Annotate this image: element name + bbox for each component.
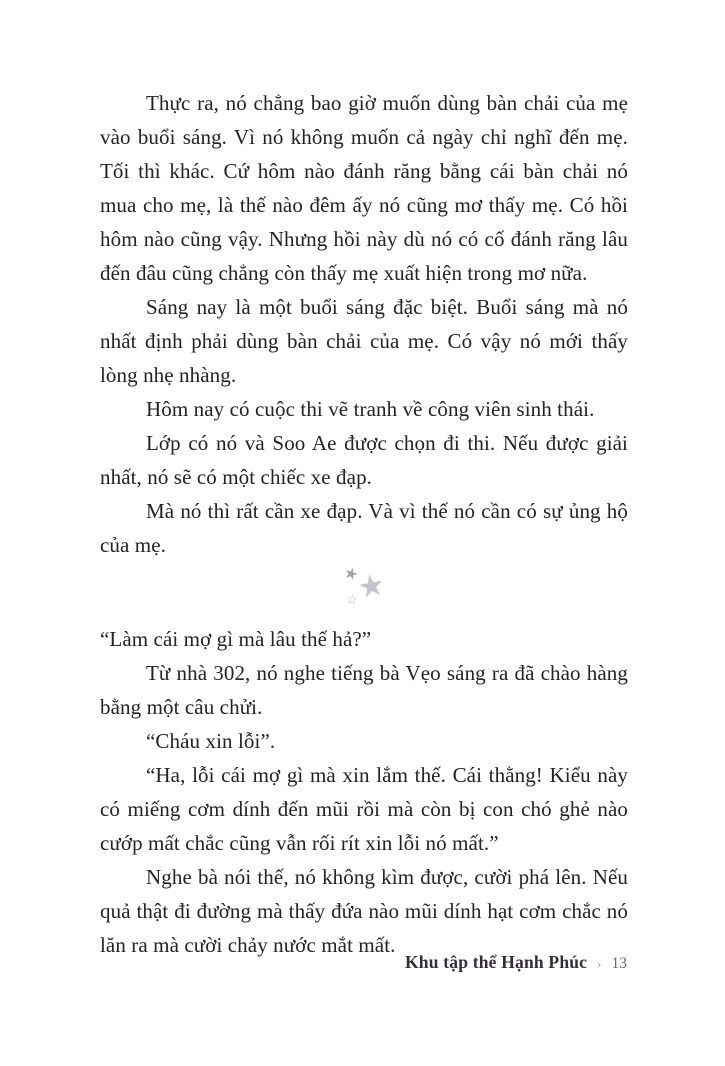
paragraph: “Cháu xin lỗi”. [146,729,276,753]
paragraph: Sáng nay là một buổi sáng đặc biệt. Buổi sáng mà nó nhất định phải dùng bàn chải của mẹ. Có vậy nó mới thấy lòng nhẹ nhàng. [100,295,628,387]
running-title: Khu tập thể Hạnh Phúc [404,952,588,972]
section-divider [100,564,628,622]
body-text [100,86,628,962]
paragraph: Thực ra, nó chẳng bao giờ muốn dùng bàn chải của mẹ vào buổi sáng. Vì nó không muốn cả ngày chỉ nghĩ đến mẹ. Tối thì khác. Cứ hôm nào đánh răng bằng cái bàn chải nó mua cho mẹ, là thế nào đêm ấy nó cũng mơ thấy mẹ. Có hồi hôm nào cũng vậy. Nhưng hồi này dù nó có cố đánh răng lâu đến đâu cũng chẳng còn thấy mẹ xuất hiện trong mơ nữa. [100,91,628,285]
paragraph: Từ nhà 302, nó nghe tiếng bà Vẹo sáng ra đã chào hàng bằng một câu chửi. [100,661,628,719]
paragraph: Nghe bà nói thế, nó không kìm được, cười phá lên. Nếu quả thật đi đường mà thấy đứa nào mũi dính hạt cơm chắc nó lăn ra mà cười chảy nước mắt mất. [100,865,628,957]
page-number: 13 [611,955,627,972]
star-icon: ★ [341,562,362,585]
star-icon: ★ [355,566,388,607]
page-footer [405,952,627,973]
footer-separator-icon: › [597,956,602,971]
paragraph: “Làm cái mợ gì mà lâu thế hả?” [100,627,372,651]
paragraph: Lớp có nó và Soo Ae được chọn đi thi. Nếu được giải nhất, nó sẽ có một chiếc xe đạp. [100,431,628,489]
star-icon: ☆ [345,592,359,609]
paragraph: Hôm nay có cuộc thi vẽ tranh về công viên sinh thái. [146,397,595,421]
paragraph: “Ha, lỗi cái mợ gì mà xin lắm thế. Cái thằng! Kiểu này có miếng cơm dính đến mũi rồi mà còn bị con chó ghẻ nào cướp mất chắc cũng vẫn rối rít xin lỗi nó mất.” [100,763,628,855]
paragraph: Mà nó thì rất cần xe đạp. Và vì thế nó cần có sự ủng hộ của mẹ. [100,499,628,557]
